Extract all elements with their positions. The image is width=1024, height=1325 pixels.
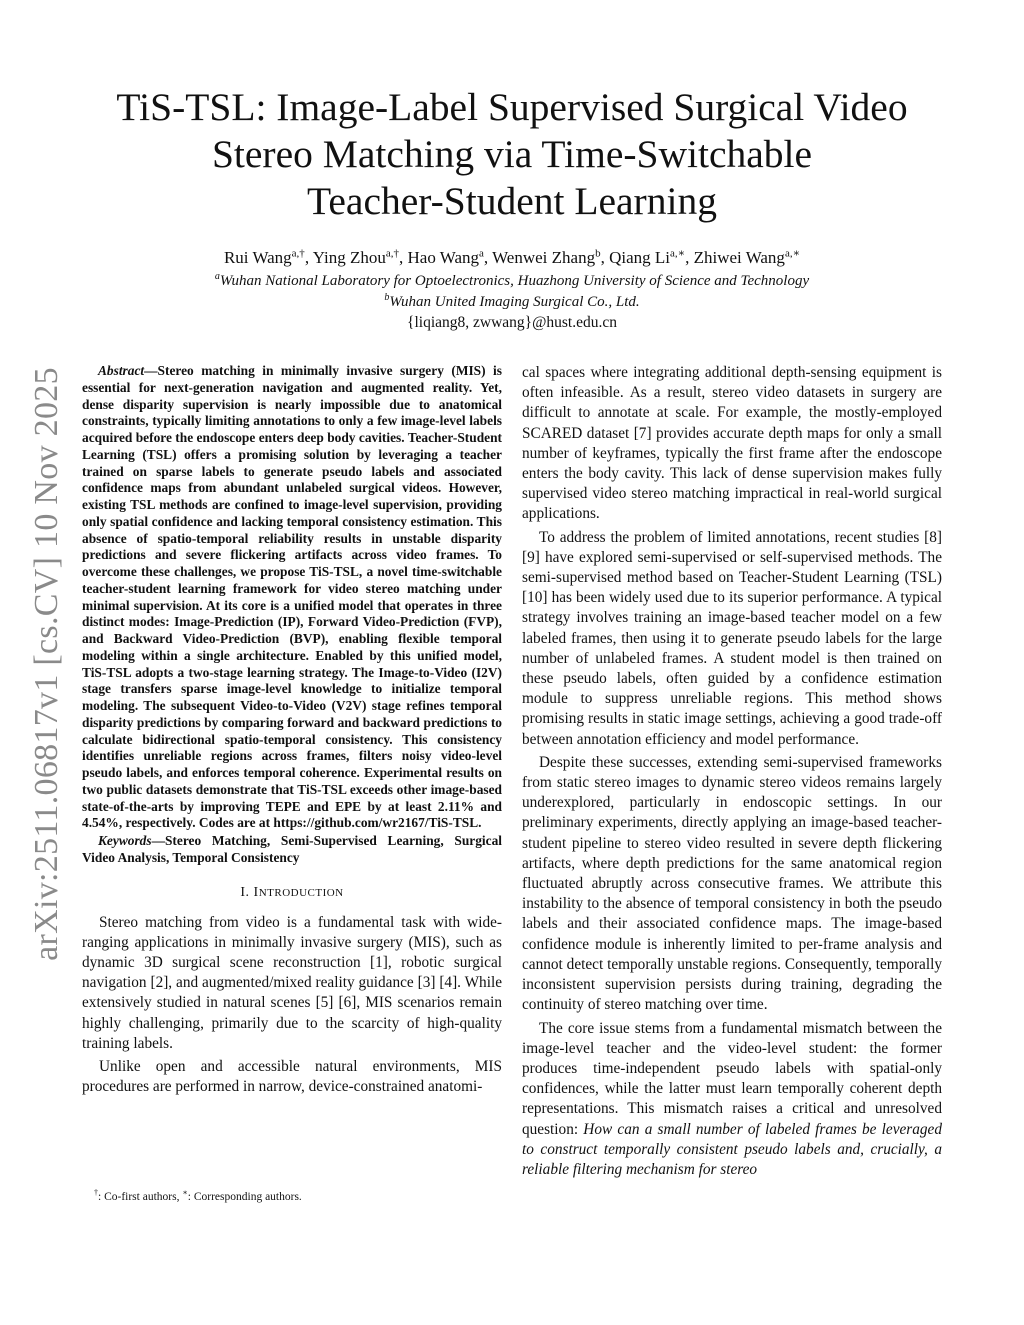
arxiv-side-identifier [8,368,86,960]
right-column [522,363,942,1180]
left-column [82,363,502,1097]
affiliation-text: Wuhan United Imaging Surgical Co., Ltd. [389,294,640,310]
intro-paragraph-4: Despite these successes, extending semi-supervised frameworks from static stereo images to dynamic stereo videos remains largely underexplored, particularly in endoscopic settings. In our preliminary experiments, directly applying an image-based teacher-student pipeline to stereo video resulted in severe depth flickering artifacts, where depth predictions for the same anatomical region fluctuated abruptly across consecutive frames. We attribute this instability to the absence of temporal consistency in both the pseudo labels and their associated confidence maps. The image-based confidence module is inherently limited to per-frame analysis and cannot detect temporally unstable regions. Consequently, temporally inconsistent supervision persists during training, degrading the continuity of stereo matching over time. [522,753,942,1014]
intro-paragraph-5-text: The core issue stems from a fundamental mismatch between the image-level teacher and the video-level student: the former produces time-independent pseudo labels with spatial-only confidences, while the latter must learn temporally coherent depth representations. This mismatch raises a critical and unresolved question: [522,1019,942,1138]
footnote-mark-corresponding: ∗ [182,1188,188,1197]
author-marks: b [595,247,601,260]
author-marks: a [479,247,484,260]
footnote [82,1186,502,1204]
affiliation-b [70,292,954,312]
affiliation-mark: b [384,292,390,303]
keywords [82,833,502,867]
intro-paragraph-1: Stereo matching from video is a fundamental task with wide-ranging applications in minimally invasive surgery (MIS), such as dynamic 3D surgical scene reconstruction [1], robotic surgical navigation [2], and augmented/mixed reality guidance [3] [4]. While extensively studied in natural scenes [5] [6], MIS scenarios remain highly challenging, primarily due to the scarcity of high-quality training labels. [82,913,502,1052]
intro-paragraph-continued: cal spaces where integrating additional depth-sensing equipment is often infeasible. As a result, stereo video datasets in surgery are difficult to annotate at scale. For example, the mostly-employed SCARED dataset [7] provides accurate depth maps for only a small number of keyframes, typically the first frame after the endoscope enters the body cavity. This lack of dense supervision makes fully supervised video stereo matching impractical in real-world surgical applications. [522,364,942,523]
author-name: Rui Wang [223,248,292,267]
title-line-3: Teacher-Student Learning [307,179,717,223]
author-name: Hao Wang [407,248,480,267]
title-line-2: Stereo Matching via Time-Switchable [211,132,813,176]
title-line-1: TiS-TSL: Image-Label Supervised Surgical Video [116,85,908,129]
author-name: Ying Zhou [312,248,386,267]
intro-paragraph-5 [522,1019,942,1181]
affiliation-mark: a [214,271,220,282]
affiliation-text: Wuhan National Laboratory for Optoelectronics, Huazhong University of Science and Technology [219,273,810,289]
section-title-initial: I [253,884,259,900]
author-name: Wenwei Zhang [492,248,596,267]
affiliation-a [70,271,954,291]
abstract-text: —Stereo matching in minimally invasive surgery (MIS) is essential for next-generation navigation and augmented reality. Yet, dense disparity supervision is nearly impossible due to anatomical constraints, typically limiting annotations to only a few image-level labels acquired before the endoscope enters deep body cavities. Teacher-Student Learning (TSL) offers a promising solution by leveraging a teacher trained on sparse labels to generate pseudo labels and associated confidence maps from abundant unlabeled surgical videos. However, existing TSL methods are confined to image-level supervision, providing only spatial confidence and lacking temporal consistency estimation. This absence of spatio-temporal reliability results in unstable disparity predictions and severe flickering artifacts across video frames. To overcome these challenges, we propose TiS-TSL, a novel time-switchable teacher-student learning framework for video stereo matching under minimal supervision. At its core is a unified model that operates in three distinct modes: Image-Prediction (IP), Forward Video-Prediction (FVP), and Backward Video-Prediction (BVP), enabling flexible temporal modeling within a single architecture. Enabled by this unified model, TiS-TSL adopts a two-stage learning strategy. The Image-to-Video (I2V) stage transfers sparse image-level knowledge to initialize temporal modeling. The subsequent Video-to-Video (V2V) stage refines temporal disparity predictions by comparing forward and backward predictions to calculate bidirectional spatio-temporal consistency. This consistency identifies unreliable regions across frames, filters noisy video-level pseudo labels, and enforces temporal coherence. Experimental results on two public datasets demonstrate that TiS-TSL exceeds other image-based state-of-the-arts by improving TEPE and EPE by at least 2.11% and 4.54%, respectively. Codes are at https://github.com/wr2167/TiS-TSL. [82,363,502,831]
author-marks: a,† [291,247,305,260]
section-title-rest: NTRODUCTION [258,886,344,899]
author-name: Qiang Li [609,248,670,267]
intro-paragraph-3: To address the problem of limited annotations, recent studies [8] [9] have explored semi-supervised or self-supervised methods. The semi-supervised method based on Teacher-Student Learning (TSL) [10] has been widely used due to its superior performance. A typical strategy involves training an image-based teacher model on a few labeled frames, then using it to generate pseudo labels for the large number of unlabeled frames. A student model is then trained on these pseudo labels, often guided by a confidence estimation module to suppress unreliable regions. This method shows promising results in static image settings, achieving a good trade-off between annotation efficiency and model performance. [522,528,942,748]
footnote-text-cofirst: : Co-first authors, [98,1190,183,1203]
research-question: How can a small number of labeled frames be leveraged to construct temporally consistent pseudo labels and, crucially, a reliable filtering mechanism for stereo [522,1120,942,1178]
paper-title [70,84,954,225]
abstract-lead: Abstract [98,363,145,378]
author-marks: a,∗ [670,247,686,260]
author-name: Zhiwei Wang [693,248,785,267]
footnote-mark-cofirst: † [94,1188,98,1197]
author-marks: a,∗ [784,247,801,260]
author-marks: a,† [385,247,400,260]
author-list: Rui Wang$^{a,\dagger}$, Ying Zhou$^{a,\dagger}$, Hao Wang$^a$, Wenwei Zhang$^b$, Qiang $Li^{a,∗}$, Zhiwei Wang$^{a,∗}$ [223,247,801,267]
keywords-text: —Stereo Matching, Semi-Supervised Learning, Surgical Video Analysis, Temporal Consistency [82,833,502,865]
intro-paragraph-2: Unlike open and accessible natural environments, MIS procedures are performed in narrow, device-constrained anatomi- [82,1057,502,1096]
contact-email: {liqiang8, zwwang}@hust.edu.cn [407,314,617,331]
section-heading-introduction [82,885,502,901]
section-number: I. [240,884,250,900]
abstract [82,363,502,832]
arxiv-identifier-text: arXiv:2511.06817v1 [cs.CV] 10 Nov 2025 [28,367,65,961]
keywords-lead: Keywords [98,833,152,848]
footnote-text-corresponding: : Corresponding authors. [187,1190,302,1203]
